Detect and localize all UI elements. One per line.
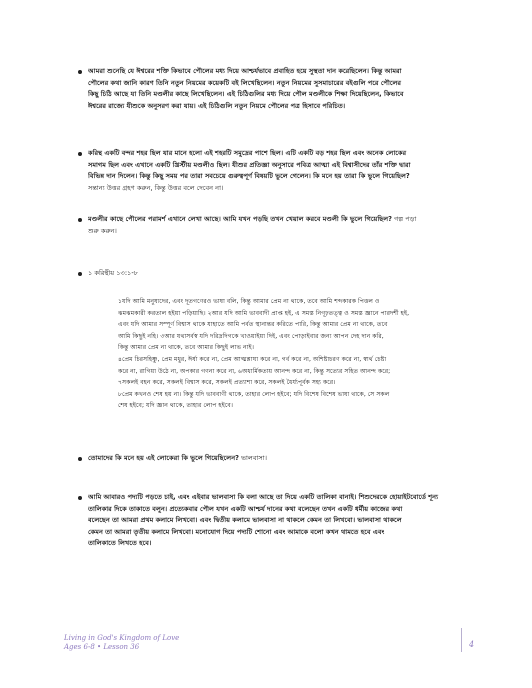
- paragraph-paul-letters: [88, 66, 468, 112]
- paragraph-list-activity: [88, 492, 468, 550]
- scripture-quote: [118, 296, 464, 412]
- text-line: সমাগম ছিল এবং এখানে একটি খ্রিস্টীয় মণ্ডলীও ছিল। যীশুর প্রতিজ্ঞা অনুসারে পবিত্র আত্মা এই বিশ্বাসীদের তাঁর শক্তি দ্বারা: [88, 160, 411, 169]
- quote-line: ৪প্রেম চিরসহিষ্ণু, প্রেম মধুর, ঈর্ষা করে না, প্রেম আত্মশ্লাঘা করে না, গর্ব করে না, অশিষ্টাচরণ করে না, স্বার্থ চেষ্টা: [118, 355, 387, 363]
- text-line: বলেছেন তা আমরা প্রথম কলামে লিখবো। এবং দ্বিতীয় কলামে ভালবাসা না থাকলে কেমন তা লিখবো। ভালবাসা থাকলে: [88, 516, 402, 525]
- quote-line: এবং যদি আমার সম্পূর্ণ বিশ্বাস থাকে যাহাতে আমি পর্বত স্থানান্তর করিতে পারি, কিন্তু আমার প্রেম না থাকে, তবে: [118, 321, 388, 329]
- footer-divider: [461, 628, 462, 652]
- text-line: তোমাদের কি মনে হয় এই লোকেরা কি ভুলে গিয়েছিলেন?: [88, 454, 239, 462]
- text-line: বিভিন্ন দান দিলেন। কিন্তু কিছু সময় পর তারা সবচেয়ে গুরুত্বপূর্ণ বিষয়টি ভুলে গেলেন। কি মনে হয় তারা কি ভুলে গিয়েছিল?: [88, 172, 410, 181]
- bullet-dot: [78, 152, 82, 156]
- text-line: পৌলের কথা জানি কারণ তিনি নতুন নিয়মের কয়েকটি বই লিখেছিলেন। নতুন নিয়মের সুসমাচারের বইগুলি পরে পৌলের: [88, 78, 402, 87]
- scripture-reference: [88, 268, 468, 280]
- bullet-dot: [78, 272, 82, 276]
- text-line: করিন্থ একটি বন্দর শহর ছিল যার মানে হলো এই শহরটি সমুদ্রের পাশে ছিল। এটি একটি বড় শহর ছিল এবং অনেক লোকের: [88, 149, 407, 157]
- bullet-dot: [78, 218, 82, 222]
- text-line: কেমন তা আমরা তৃতীয় কলামে লিখবো। মনোযোগ দিয়ে পদ্যটি শোনো এবং আমাকে বলো কখন থামতে হবে এবং: [88, 527, 385, 536]
- teacher-note: ভালবাসা।: [238, 454, 268, 462]
- page-number: 4: [469, 640, 475, 649]
- teacher-note: গল্প পড়া: [392, 215, 417, 223]
- teacher-note: শুরু করুন।: [88, 226, 117, 235]
- question-love: [88, 453, 468, 465]
- quote-line: ১যদি আমি মনুষ্যদের, এবং দূতগণেরও ভাষা বলি, কিন্তু আমার প্রেম না থাকে, তবে আমি শব্দকারক পিত্তল ও: [118, 298, 380, 305]
- paragraph-corinth: [88, 148, 468, 194]
- quote-line: আমি কিছুই নহি। ৩আর যথাসর্বস্ব যদি দরিদ্রদিগকে খাওয়াইয়া দিই, এবং পোড়াইবার জন্য আপন দেহ দান করি,: [118, 332, 384, 340]
- paragraph-paul-advice: [88, 214, 468, 237]
- footer: [64, 634, 179, 652]
- text-line: তালিকার দিকে তাকাতে বলুন। প্রত্যেকবার পৌল যখন একটি আশ্চর্য দানের কথা বলেছেন তখন একটি ধর্মীয় কাজের কথা: [88, 504, 403, 513]
- bullet-dot: [78, 496, 82, 500]
- bullet-dot: [78, 457, 82, 461]
- text-line: আমি আবারও পদ্যটি পড়তে চাই, এবং এইবার ভালবাসা কি বলা আছে তা দিয়ে একটি তালিকা বানাই। শিশুদেরকে হোয়াইটবোর্ডে শূন্য: [88, 493, 439, 501]
- text-line: তালিকাতে লিখতে হবে।: [88, 539, 152, 548]
- bullet-dot: [78, 70, 82, 74]
- text-line: মণ্ডলীর কাছে পৌলের পরামর্শ এখানে লেখা আছে। আমি যখন পড়ছি তখন খেয়াল করবে মণ্ডলী কি ভুলে গিয়েছিল?: [88, 215, 392, 223]
- quote-line: ৭সকলই বহন করে, সকলই বিশ্বাস করে, সকলই প্রত্যাশা করে, সকলই ধৈর্য্যপূর্বক সহ্য করে।: [118, 379, 336, 387]
- text-line: কিছু চিঠি আছে যা তিনি মণ্ডলীর কাছে লিখেছিলেন। এই চিঠিগুলির মধ্য দিয়ে পৌল মণ্ডলীকে শিক্ষা দিয়েছিলেন, কিভাবে: [88, 90, 404, 99]
- quote-line: শেষ হইবে; যদি জ্ঞান থাকে, তাহার লোপ হইবে।: [118, 402, 234, 410]
- quote-line: কিন্তু আমার প্রেম না থাকে, তবে আমার কিছুই লাভ নাই।: [118, 344, 254, 352]
- text-line: ঈশ্বরের রাজ্যে যীশুকে অনুসরণ করা যায়। এই চিঠিগুলি নতুন নিয়মে পৌলের পত্র হিসাবে পরিচিত।: [88, 101, 346, 110]
- quote-line: ৮প্রেম কখনও শেষ হয় না। কিন্তু যদি ভাববাণী থাকে, তাহার লোপ হইবে; যদি বিশেষ বিশেষ ভাষা থাকে, সে সকল: [118, 390, 390, 398]
- text-line: ১ করিন্থীয় ১৩:১-৮: [88, 269, 138, 277]
- quote-line: ঝমঝমকারী করতাল হইয়া পড়িয়াছি। ২আর যদি আমি ভাববাদী প্রাপ্ত হই, এ সমস্ত নিগূঢ়তত্ত্ব ও সমস্ত জ্ঞানে পারদর্শী হই,: [118, 309, 410, 317]
- quote-line: করে না, রাগিয়া উঠে না, অপকার গণনা করে না, ৬অধার্মিকতায় আনন্দ করে না, কিন্তু সত্যের সহিত আনন্দ করে;: [118, 367, 391, 375]
- footer-subtitle: Ages 6-8 • Lesson 36: [64, 643, 140, 651]
- footer-title: Living in God's Kingdom of Love: [64, 634, 180, 642]
- teacher-note: সন্তান্য উত্তর গ্রহণ করুন, কিন্তু উত্তর বলে দেবেন না।: [88, 183, 224, 192]
- text-line: আমরা শুনেছি যে ঈশ্বরের শক্তি কিভাবে পৌলের মধ্য দিয়ে আশ্চর্যভাবে প্রবাহিত হয়ে সুস্থতা দান করেছিলেন। কিন্তু আমরা: [88, 67, 402, 75]
